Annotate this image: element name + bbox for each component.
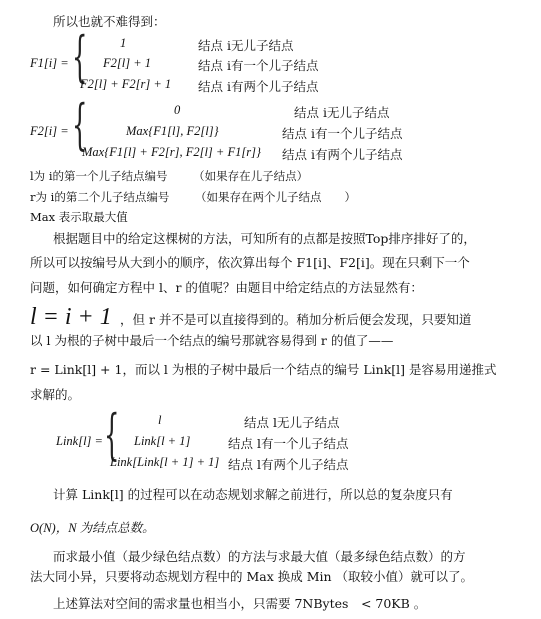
note-max: Max 表示取最大值 <box>30 210 128 224</box>
para1-line3: 问题，如何确定方程中 l、r 的值呢？由题目中给定结点的方法显然有： <box>30 280 423 295</box>
note-l-text: l为 i的第一个儿子结点编号 <box>30 169 168 183</box>
para2-tail: ，但 r 并不是可以直接得到的。稍加分析后便会发现，只要知道 <box>120 312 472 327</box>
f2-case2-expr: Max{F1[l], F2[l]} <box>126 124 219 138</box>
link-case2-cond: 结点 l有一个儿子结点 <box>228 436 349 451</box>
link-brace: { <box>104 403 120 466</box>
para2-line2: 以 l 为根的子树中最后一个结点的编号那就容易得到 r 的值了—— <box>30 333 394 348</box>
f1-lhs: F1[i] = <box>30 56 69 70</box>
note-l <box>30 168 308 184</box>
f2-case1-cond: 结点 i无儿子结点 <box>294 105 390 120</box>
big-equation: l = i + 1 <box>30 304 112 330</box>
note-r-text: r为 i的第二个儿子结点编号 <box>30 190 170 204</box>
f1-case2-expr: F2[l] + 1 <box>103 56 152 70</box>
complexity-line: O(N)，N 为结点总数。 <box>30 521 155 535</box>
f1-case1-expr: 1 <box>120 36 127 50</box>
para5-line1: 而求最小值（最少绿色结点数）的方法与求最大值（最多绿色结点数）的方 <box>53 549 466 564</box>
para3-line2: 求解的。 <box>30 387 81 402</box>
para5-line2: 法大同小异，只要将动态规划方程中的 Max 换成 Min （取较小值）就可以了。 <box>30 569 474 584</box>
note-r-paren: （如果存在两个儿子结点 ） <box>195 190 356 204</box>
f2-case3-expr: Max{F1[l] + F2[r], F2[l] + F1[r]} <box>82 145 261 159</box>
para1-line1: 根据题目中的给定这棵树的方法，可知所有的点都是按照Top排序排好了的， <box>53 231 476 246</box>
f1-case3-expr: F2[l] + F2[r] + 1 <box>80 77 172 91</box>
f2-case1-expr: 0 <box>174 103 181 117</box>
para4-line: 计算 Link[l] 的过程可以在动态规划求解之前进行，所以总的复杂度只有 <box>53 487 453 502</box>
link-case1-cond: 结点 l无儿子结点 <box>244 415 340 430</box>
link-case3-cond: 结点 l有两个儿子结点 <box>228 457 349 472</box>
intro-text: 所以也就不难得到： <box>53 14 166 29</box>
para6-line: 上述算法对空间的需求量也相当小，只需要 7NBytes < 70KB 。 <box>53 596 427 611</box>
para1-line2: 所以可以按编号从大到小的顺序，依次算出每个 F1[i]、F2[i]。现在只剩下一个 <box>30 255 470 270</box>
link-case3-expr: Link[Link[l + 1] + 1] <box>110 455 220 469</box>
f2-case2-cond: 结点 i有一个儿子结点 <box>282 126 403 141</box>
f1-case3-cond: 结点 i有两个儿子结点 <box>198 79 319 94</box>
f2-lhs: F2[i] = <box>30 124 69 138</box>
link-case1-expr: l <box>158 413 162 427</box>
para3-line1: r = Link[l] + 1，而以 l 为根的子树中最后一个结点的编号 Link[l] 是容易用递推式 <box>30 362 497 377</box>
note-r <box>30 189 356 205</box>
f1-brace: { <box>72 25 88 88</box>
f2-case3-cond: 结点 i有两个儿子结点 <box>282 147 403 162</box>
link-lhs: Link[l] = <box>56 434 103 448</box>
f1-case2-cond: 结点 i有一个儿子结点 <box>198 58 319 73</box>
f2-brace: { <box>72 93 88 156</box>
link-case2-expr: Link[l + 1] <box>134 434 191 448</box>
f1-case1-cond: 结点 i无儿子结点 <box>198 38 294 53</box>
note-l-paren: （如果存在儿子结点） <box>193 169 309 183</box>
